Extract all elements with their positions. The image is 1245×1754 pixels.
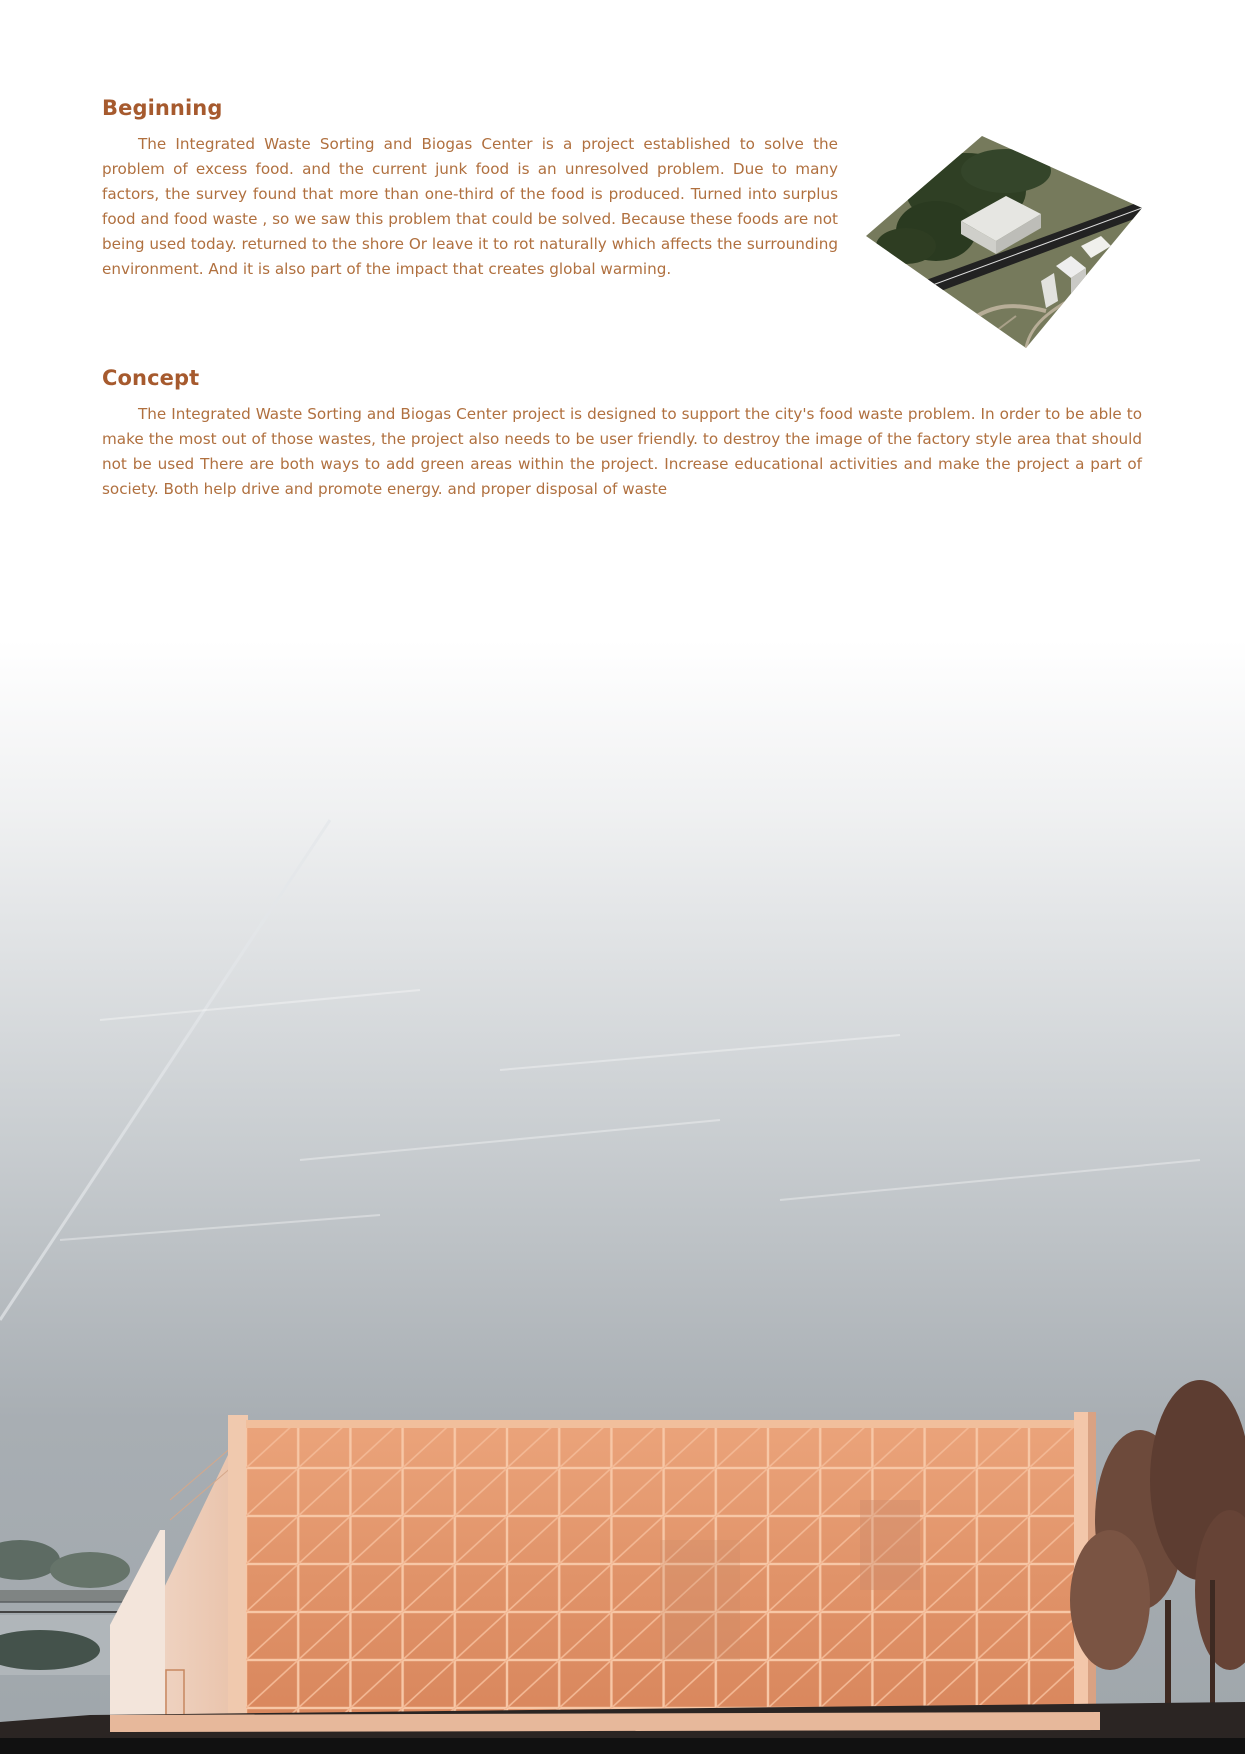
beginning-heading: Beginning [102, 96, 223, 120]
beginning-paragraph: The Integrated Waste Sorting and Biogas Center is a project established to solve the problem of excess food. and the current junk food is an unresolved problem. Due to many factors, the survey found that more than one-third of the food is produced. Turned into surplus food and food waste , so we saw this problem that could be solved. Because these foods are not being used today. returned to the shore Or leave it to rot naturally which affects the surrounding environment. And it is also part of the impact that creates global warming. [102, 135, 838, 278]
concept-paragraph: The Integrated Waste Sorting and Biogas Center project is designed to support the city's food waste problem. In order to be able to make the most out of those wastes, the project also needs to be user friendly. to destroy the image of the factory style area that should not be used There are both ways to add green areas within the project. Increase educational activities and make the project a part of society. Both help drive and promote energy. and proper disposal of waste [102, 405, 1142, 498]
site-plan-image [866, 136, 1142, 348]
concept-heading: Concept [102, 366, 200, 390]
building-rendering-image [0, 640, 1245, 1754]
